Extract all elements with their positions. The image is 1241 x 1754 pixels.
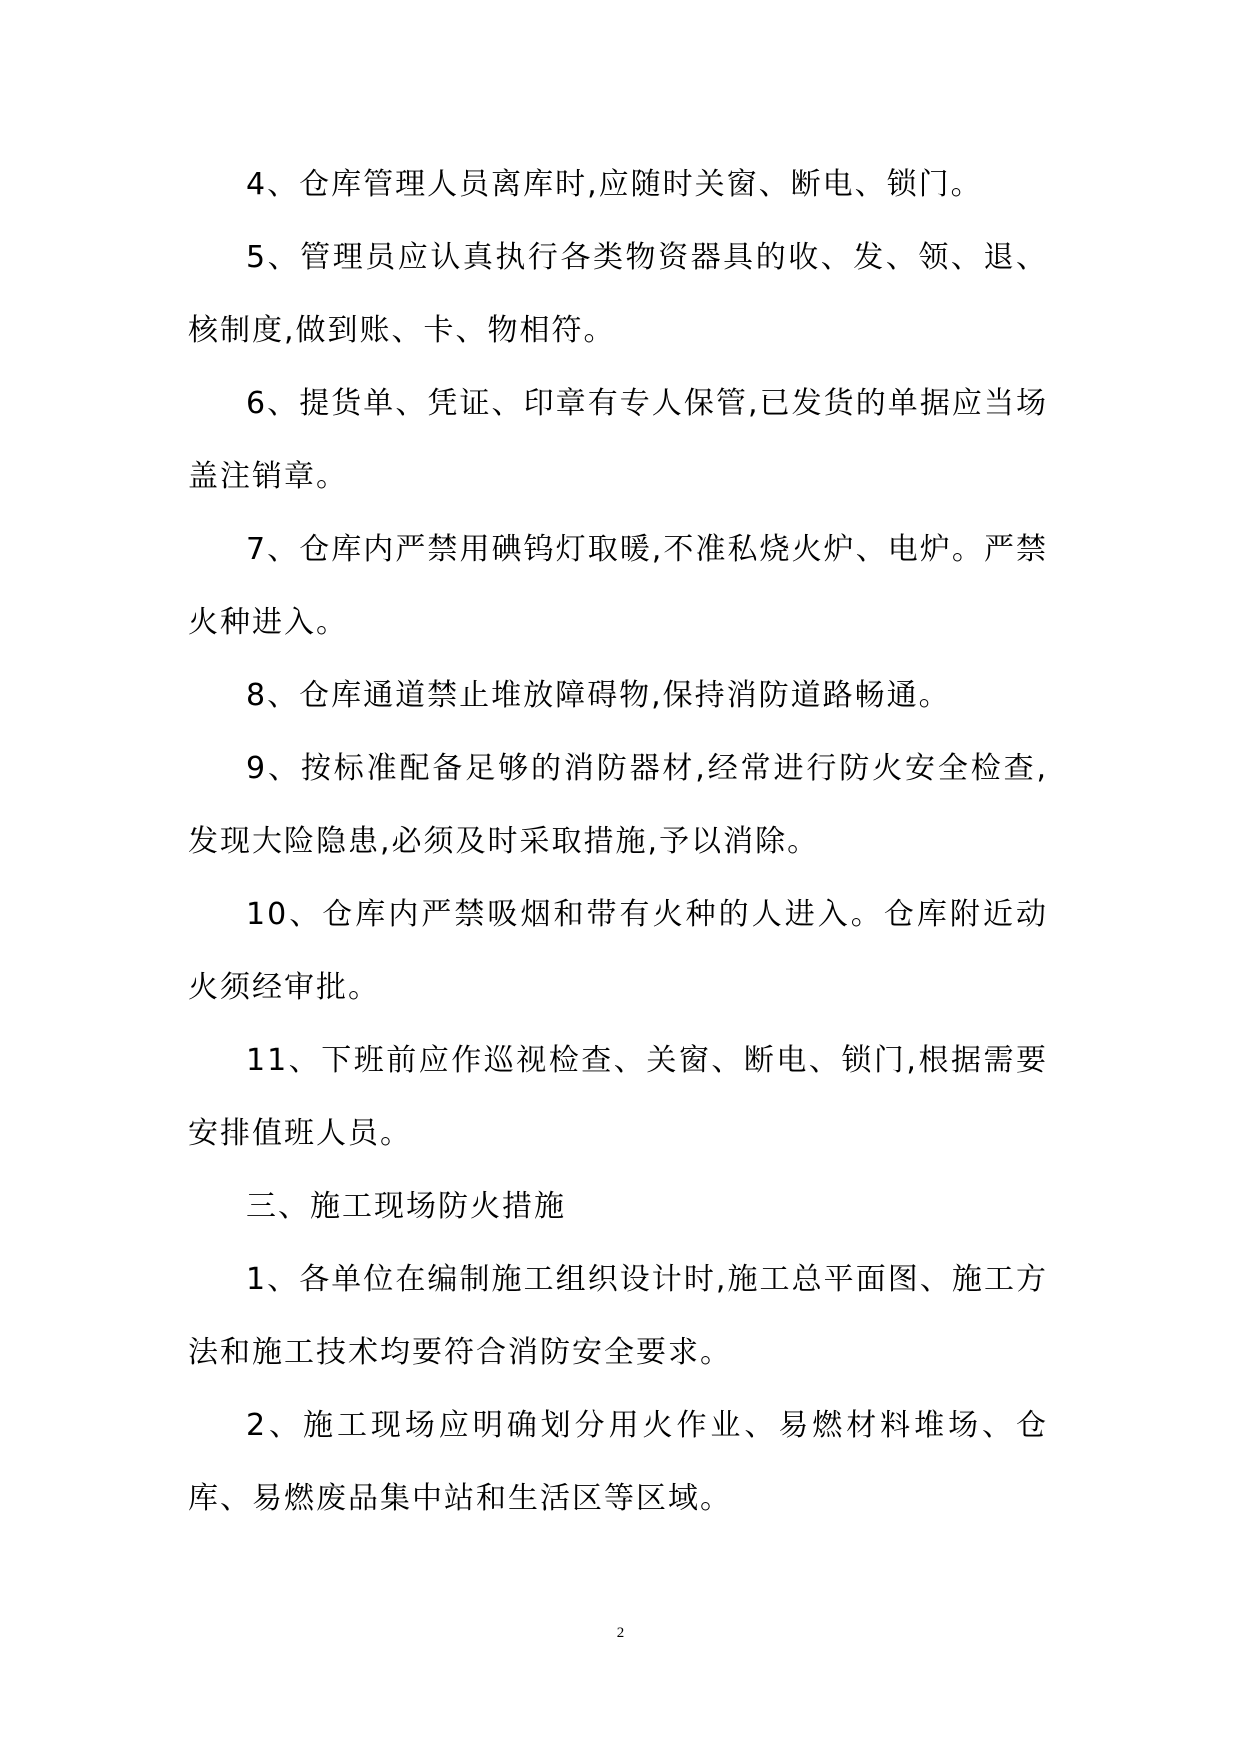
paragraph-item-7: 7、仓库内严禁用碘钨灯取暖,不准私烧火炉、电炉。严禁火种进入。 <box>188 532 1048 640</box>
paragraph-item-2: 2、施工现场应明确划分用火作业、易燃材料堆场、仓库、易燃废品集中站和生活区等区域。 <box>188 1408 1048 1516</box>
paragraph-item-6: 6、提货单、凭证、印章有专人保管,已发货的单据应当场盖注销章。 <box>188 386 1048 494</box>
section-heading: 三、施工现场防火措施 <box>246 1189 566 1224</box>
paragraph-item-5: 5、管理员应认真执行各类物资器具的收、发、领、退、核制度,做到账、卡、物相符。 <box>188 240 1048 348</box>
body-text <box>188 148 1048 1535</box>
paragraph-item-4: 4、仓库管理人员离库时,应随时关窗、断电、锁门。 <box>246 167 983 202</box>
paragraph-item-9: 9、按标准配备足够的消防器材,经常进行防火安全检查,发现大险隐患,必须及时采取措施,予以消除。 <box>188 751 1048 859</box>
paragraph-item-8: 8、仓库通道禁止堆放障碍物,保持消防道路畅通。 <box>246 678 951 713</box>
paragraph-item-1: 1、各单位在编制施工组织设计时,施工总平面图、施工方法和施工技术均要符合消防安全要求。 <box>188 1262 1048 1370</box>
paragraph-item-11: 11、下班前应作巡视检查、关窗、断电、锁门,根据需要安排值班人员。 <box>188 1043 1048 1151</box>
paragraph-item-10: 10、仓库内严禁吸烟和带有火种的人进入。仓库附近动火须经审批。 <box>188 897 1048 1005</box>
page-number: 2 <box>616 1625 625 1641</box>
